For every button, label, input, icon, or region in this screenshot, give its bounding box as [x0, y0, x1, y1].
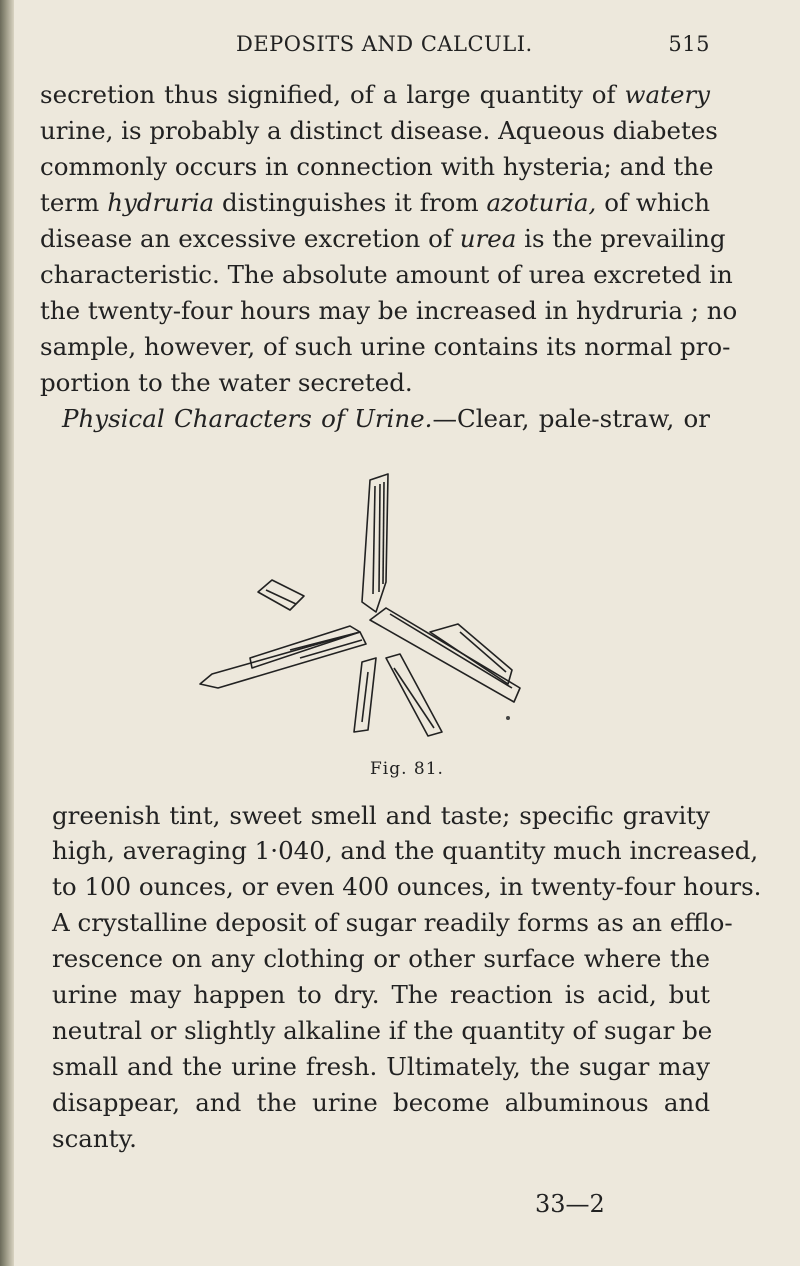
- text-span: of which: [596, 188, 710, 217]
- text-span: term: [40, 188, 108, 217]
- running-head-title: DEPOSITS AND CALCULI.: [236, 32, 533, 56]
- text-line: characteristic. The absolute amount of urea excreted in: [40, 260, 733, 289]
- crystal-diagonal-bottom: [386, 654, 442, 736]
- text-line: the twenty-four hours may be increased in hydruria ; no: [40, 296, 738, 325]
- text-line: [40, 224, 726, 254]
- crystal-illustration: [190, 462, 550, 742]
- text-line: rescence on any clothing or other surface where the: [52, 944, 710, 973]
- italic-term: urea: [459, 224, 517, 253]
- crystal-hatch: [394, 668, 434, 728]
- section-heading: Physical Characters of Urine.: [62, 404, 433, 433]
- text-span: disease an excessive excretion of: [40, 224, 460, 253]
- text-line: portion to the water secreted.: [40, 368, 413, 397]
- text-span: distinguishes it from: [214, 188, 487, 217]
- crystal-small: [258, 580, 304, 610]
- text-line: urine, is probably a distinct disease. Aqueous diabetes: [40, 116, 718, 145]
- signature-mark: 33—2: [535, 1190, 605, 1218]
- speck: [506, 716, 510, 720]
- page-number: 515: [668, 32, 710, 56]
- italic-term: hydruria: [107, 188, 215, 217]
- text-line: urine may happen to dry. The reaction is acid, but: [52, 980, 710, 1009]
- text-line: sample, however, of such urine contains its normal pro-: [40, 332, 731, 361]
- text-line: disappear, and the urine become albuminous and: [52, 1088, 710, 1117]
- crystal-diagonal-left: [200, 632, 366, 688]
- text-line: commonly occurs in connection with hysteria; and the: [40, 152, 714, 181]
- text-line: A crystalline deposit of sugar readily forms as an efflo-: [52, 908, 733, 937]
- italic-term: watery: [624, 80, 710, 109]
- running-head: [236, 32, 710, 60]
- section-line: [62, 404, 710, 434]
- text-line: small and the urine fresh. Ultimately, the sugar may: [52, 1052, 710, 1081]
- text-line: [40, 80, 710, 110]
- crystal-hatch: [373, 486, 375, 594]
- text-line: scanty.: [52, 1124, 137, 1153]
- crystal-hatch: [362, 672, 368, 722]
- text-span: secretion thus signified, of a large quantity of: [40, 80, 625, 109]
- figure-caption: Fig. 81.: [370, 759, 444, 779]
- text-span: —Clear, pale-straw, or: [432, 404, 710, 433]
- text-line: [40, 188, 710, 218]
- crystal-hatch: [383, 482, 384, 584]
- crystal-hatch: [266, 590, 296, 604]
- crystal-hatch: [390, 614, 512, 688]
- crystal-diagonal-right: [370, 608, 520, 702]
- italic-term: azoturia,: [486, 188, 597, 217]
- text-span: is the prevailing: [516, 224, 726, 253]
- text-line: neutral or slightly alkaline if the quantity of sugar be: [52, 1016, 713, 1045]
- crystal-hatch: [379, 484, 380, 592]
- text-line: to 100 ounces, or even 400 ounces, in twenty-four hours.: [52, 872, 762, 901]
- text-line: high, averaging 1·040, and the quantity much increased,: [52, 836, 759, 865]
- text-line: greenish tint, sweet smell and taste; specific gravity: [52, 801, 710, 830]
